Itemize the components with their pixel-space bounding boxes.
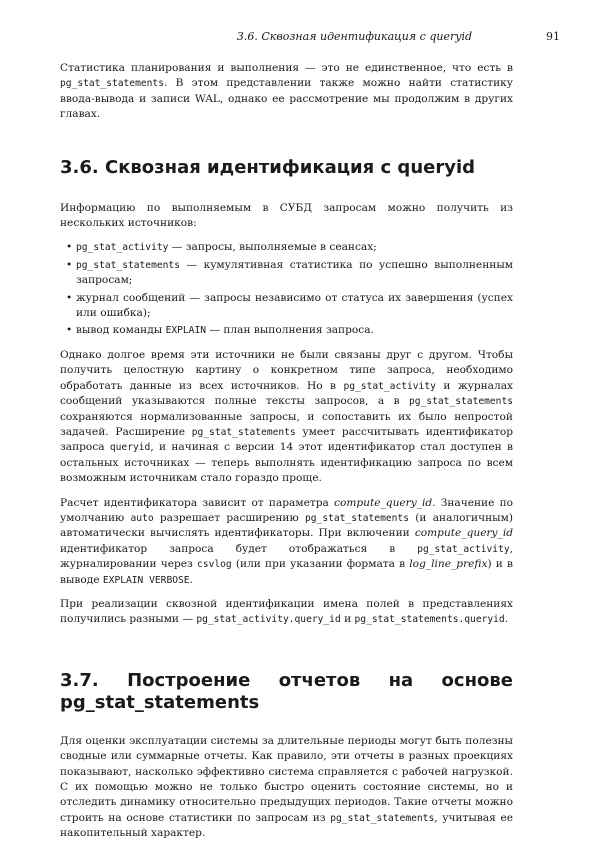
bullet-icon: • xyxy=(66,258,73,271)
code: auto xyxy=(130,512,154,524)
list-item xyxy=(60,240,513,255)
text: , журналировании через xyxy=(60,542,513,571)
text: Для оценки эксплуатации системы за длительные периоды могут быть полезны сводные или суммарные отчеты. Как правило, эти отчеты в разных проекциях показывают, насколько эффективно система справляется с рабочей нагрузкой. С их помощью можно не только быстро оценить состояние системы, но и отследить динамику относительно предыдущих периодов. Такие отчеты можно строить на основе статистики по запросам из xyxy=(60,734,513,824)
list-item xyxy=(60,291,513,322)
text: вывод команды xyxy=(76,324,166,337)
code: pg_stat_statements xyxy=(330,812,435,824)
text: , и начиная с версии 14 этот идентификатор стал доступен в остальных источниках — теперь выполнять идентификацию запроса по всем возможным источникам стало гораздо проще. xyxy=(60,441,514,485)
text: ) и в выводе xyxy=(60,558,513,586)
text: Статистика планирования и выполнения — это не единственное, что есть в xyxy=(60,62,513,74)
code: pg_stat_statements xyxy=(76,259,180,271)
code: pg_stat_statements xyxy=(409,396,513,408)
text: — запросы, выполняемые в сеансах; xyxy=(168,241,377,254)
bullet-icon: • xyxy=(66,291,73,304)
page-number: 91 xyxy=(546,30,560,43)
code: pg_stat_statements xyxy=(305,512,409,524)
list-item xyxy=(60,258,513,289)
text: . xyxy=(189,573,193,586)
text: умеет рассчитывать идентификатор запроса xyxy=(60,425,513,454)
text: При реализации сквозной идентификации имена полей в представлениях получились разными — xyxy=(60,597,513,626)
text: . xyxy=(504,613,509,626)
param-name: log_line_prefix xyxy=(409,558,488,571)
field-names-paragraph xyxy=(60,597,513,628)
text: — кумулятивная статистика по успешно выполненным запросам; xyxy=(76,258,513,287)
bullet-icon: • xyxy=(66,241,73,254)
code: pg_stat_activity.query_id xyxy=(196,614,341,626)
code: queryid xyxy=(109,442,151,454)
text: сохраняются нормализованные запросы, и сопоставить их было непростой задачей. Расширение xyxy=(60,410,513,438)
page-body xyxy=(60,61,513,851)
code: pg_stat_statements xyxy=(60,78,164,90)
param-name: compute_query_id xyxy=(334,496,433,509)
section-heading-3-6: 3.6. Сквозная идентификация с queryid xyxy=(60,156,476,178)
text: . Значение по умолчанию xyxy=(60,496,514,524)
history-paragraph xyxy=(60,348,513,487)
text: Расчет идентификатора зависит от параметра xyxy=(60,496,335,509)
code: pg_stat_activity xyxy=(417,543,510,555)
bullet-icon: • xyxy=(66,324,73,337)
code: pg_stat_statements.queryid xyxy=(354,614,505,626)
text: , учитывая ее накопительный характер. xyxy=(60,811,513,840)
code: pg_stat_activity xyxy=(343,380,436,392)
running-head-title: 3.6. Сквозная идентификация с queryid xyxy=(236,30,472,43)
text: и журналах сообщений указываются полные тексты запросов, а в xyxy=(60,379,514,408)
code: csvlog xyxy=(197,559,232,571)
text: и xyxy=(340,613,355,626)
param-name: compute_query_id xyxy=(414,527,513,540)
code: EXPLAIN VERBOSE xyxy=(102,574,190,586)
text: журнал сообщений — запросы независимо от статуса их завершения (успех или ошибка); xyxy=(76,291,513,320)
intro-paragraph xyxy=(60,61,513,123)
code: EXPLAIN xyxy=(165,325,207,337)
text: (или при указании формата в xyxy=(231,558,410,571)
code: pg_stat_activity xyxy=(76,242,169,254)
text: Однако долгое время эти источники не были связаны друг с другом. Чтобы получить целостную картину о конкретном типе запроса, необходимо обработать данные из всех источников. Но в xyxy=(60,348,513,392)
code: pg_stat_statements xyxy=(191,426,296,438)
text: разрешает расширению xyxy=(153,511,305,524)
text: (и аналогичным) автоматически вычислять идентификаторы. При включении xyxy=(60,511,513,540)
reports-paragraph xyxy=(60,734,513,842)
sources-list xyxy=(60,240,513,338)
compute-query-id-paragraph xyxy=(60,496,513,588)
sources-intro-paragraph: Информацию по выполняемым в СУБД запросам можно получить из нескольких источников: xyxy=(60,201,513,230)
text: — план выполнения запроса. xyxy=(206,324,374,337)
text: идентификатор запроса будет отображаться в xyxy=(60,542,418,555)
list-item xyxy=(60,323,513,338)
section-heading-3-7: 3.7. Построение отчетов на основе pg_stat_statements xyxy=(60,669,513,713)
text: . В этом представлении также можно найти статистику ввода-вывода и записи WAL, однако ее рассмотрение мы продолжим в других главах. xyxy=(60,77,513,121)
